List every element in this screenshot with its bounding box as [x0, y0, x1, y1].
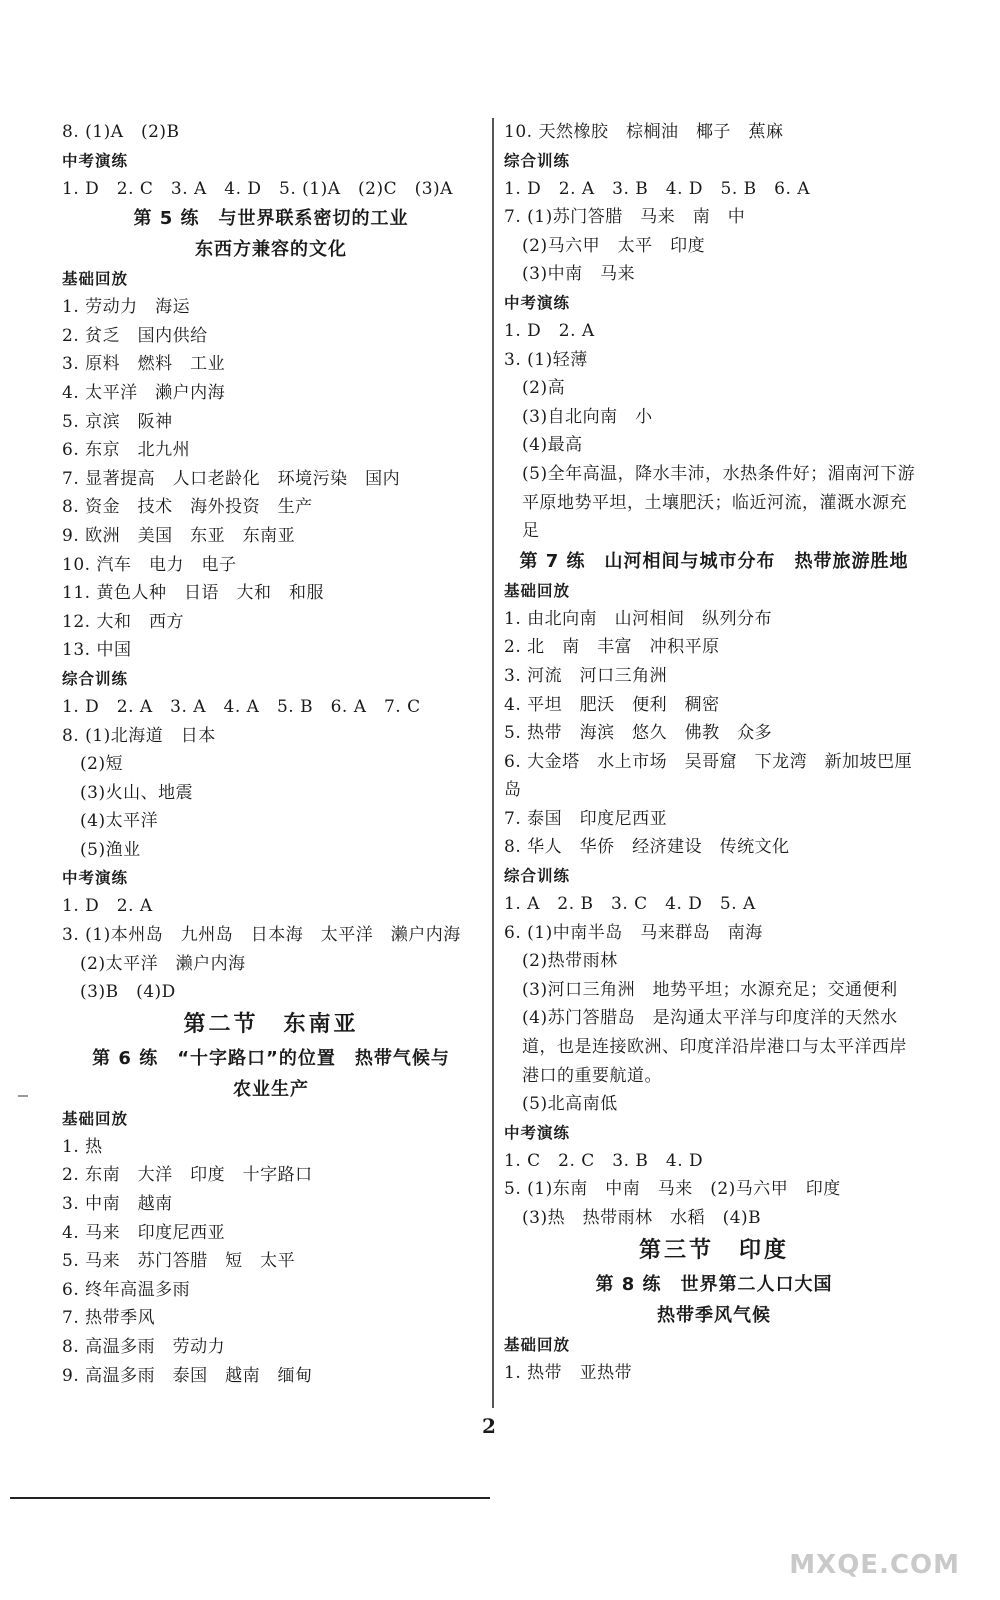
answer-line: 4. 太平洋 濑户内海 — [62, 382, 226, 403]
answer-line: (3)河口三角洲 地势平坦；水源充足；交通便利 — [522, 979, 898, 1000]
page-number: 2 — [482, 1414, 496, 1438]
right-column — [504, 118, 924, 1387]
exercise-title: 东西方兼容的文化 — [195, 239, 347, 261]
left-column — [62, 118, 480, 1390]
answer-line: 12. 大和 西方 — [62, 611, 184, 632]
answer-line: 1. C 2. C 3. B 4. D — [504, 1150, 704, 1171]
section-label: 基础回放 — [504, 581, 571, 600]
answer-line: 5. 马来 苏门答腊 短 太平 — [62, 1251, 296, 1272]
answer-line: 3. 中南 越南 — [62, 1194, 173, 1215]
answer-line: (2)太平洋 濑户内海 — [80, 953, 246, 974]
section-label: 综合训练 — [504, 151, 571, 170]
answer-line: 2. 东南 大洋 印度 十字路口 — [62, 1165, 313, 1186]
answer-line: 5. 京滨 阪神 — [62, 411, 173, 432]
margin-mark — [18, 1095, 28, 1097]
section-label: 基础回放 — [62, 1109, 129, 1128]
exercise-title: 第 7 练 山河相间与城市分布 热带旅游胜地 — [519, 550, 909, 572]
answer-line: (3)自北向南 小 — [522, 406, 653, 427]
answer-line: 6. (1)中南半岛 马来群岛 南海 — [504, 922, 763, 943]
answer-line: 5. 热带 海滨 悠久 佛教 众多 — [504, 723, 773, 744]
answer-line: 2. 贫乏 国内供给 — [62, 325, 208, 346]
answer-line: (5)渔业 — [80, 839, 141, 860]
exercise-title: 第 5 练 与世界联系密切的工业 — [133, 208, 409, 230]
section-label: 中考演练 — [62, 869, 129, 888]
answer-line: 1. D 2. A — [504, 320, 595, 341]
column-divider — [492, 118, 494, 1408]
exercise-title: 第 6 练 “十字路口”的位置 热带气候与 — [92, 1047, 450, 1069]
answer-line: 1. D 2. A — [62, 896, 153, 917]
answer-line: 3. (1)轻薄 — [504, 349, 588, 370]
answer-line: (3)热 热带雨林 水稻 (4)B — [522, 1208, 762, 1228]
chapter-heading: 第三节 印度 — [638, 1237, 789, 1263]
answer-line: 2. 北 南 丰富 冲积平原 — [504, 637, 720, 658]
answer-line: (3)B (4)D — [80, 982, 176, 1003]
section-label: 中考演练 — [504, 1123, 571, 1142]
answer-line: (3)中南 马来 — [522, 264, 636, 285]
answer-line: 1. D 2. A 3. A 4. A 5. B 6. A 7. C — [62, 696, 421, 717]
answer-line: 1. D 2. C 3. A 4. D 5. (1)A (2)C (3)A — [62, 178, 453, 199]
answer-line: 1. 热带 亚热带 — [504, 1362, 633, 1383]
answer-line: 7. 热带季风 — [62, 1308, 156, 1329]
exercise-title: 第 8 练 世界第二人口大国 — [595, 1273, 833, 1295]
answer-line: (2)热带雨林 — [522, 951, 618, 972]
answer-line: 13. 中国 — [62, 640, 132, 661]
answer-line: 8. (1)北海道 日本 — [62, 725, 216, 746]
answer-line: 4. 马来 印度尼西亚 — [62, 1222, 226, 1243]
answer-line: 6. 大金塔 水上市场 吴哥窟 下龙湾 新加坡巴厘岛 — [504, 751, 913, 801]
answer-line: 11. 黄色人种 日语 大和 和服 — [62, 583, 324, 604]
answer-line: 10. 天然橡胶 棕榈油 椰子 蕉麻 — [504, 122, 784, 142]
exercise-title: 热带季风气候 — [657, 1304, 771, 1326]
answer-line: (4)太平洋 — [80, 811, 159, 832]
answer-line: 1. 热 — [62, 1136, 103, 1157]
answer-line: 5. (1)东南 中南 马来 (2)马六甲 印度 — [504, 1179, 841, 1200]
section-label: 中考演练 — [62, 151, 129, 170]
watermark-logo — [780, 1500, 960, 1580]
section-label: 综合训练 — [62, 669, 129, 688]
answer-line: 3. 河流 河口三角洲 — [504, 665, 668, 686]
answer-line: (2)短 — [80, 754, 124, 775]
answer-line: 8. (1)A (2)B — [62, 122, 180, 142]
answer-line: 7. (1)苏门答腊 马来 南 中 — [504, 207, 746, 228]
answer-line: 1. 劳动力 海运 — [62, 297, 191, 318]
answer-line: (4)最高 — [522, 435, 583, 456]
answer-line: (2)马六甲 太平 印度 — [522, 235, 706, 256]
answer-line: 7. 泰国 印度尼西亚 — [504, 808, 668, 829]
answer-line: 9. 欧洲 美国 东亚 东南亚 — [62, 525, 296, 546]
answer-line: 4. 平坦 肥沃 便利 稠密 — [504, 694, 720, 715]
answer-line: 6. 东京 北九州 — [62, 440, 191, 461]
answer-line: 9. 高温多雨 泰国 越南 缅甸 — [62, 1365, 313, 1386]
answer-line: 1. 由北向南 山河相间 纵列分布 — [504, 608, 773, 629]
answer-line: 8. 资金 技术 海外投资 生产 — [62, 497, 313, 518]
section-label: 基础回放 — [504, 1335, 571, 1354]
watermark-text: MXQE.COM — [789, 1550, 960, 1580]
answer-line: 1. D 2. A 3. B 4. D 5. B 6. A — [504, 178, 811, 199]
chapter-heading: 第二节 东南亚 — [183, 1011, 359, 1037]
section-label: 中考演练 — [504, 293, 571, 312]
answer-line: (5)全年高温，降水丰沛，水热条件好；湄南河下游平原地势平坦，土壤肥沃；临近河流，灌溉水源充足 — [522, 463, 916, 542]
answer-line: 8. 高温多雨 劳动力 — [62, 1337, 226, 1357]
answer-line: (3)火山、地震 — [80, 782, 194, 803]
answer-line: 7. 显著提高 人口老龄化 环境污染 国内 — [62, 468, 401, 489]
answer-line: 3. (1)本州岛 九州岛 日本海 太平洋 濑户内海 — [62, 925, 461, 946]
answer-line: 1. A 2. B 3. C 4. D 5. A — [504, 894, 756, 915]
exercise-title: 农业生产 — [233, 1078, 309, 1100]
answer-line: (5)北高南低 — [522, 1094, 618, 1115]
answer-line: 10. 汽车 电力 电子 — [62, 554, 237, 575]
footer-rule — [10, 1497, 490, 1499]
answer-line: (2)高 — [522, 378, 566, 399]
section-label: 基础回放 — [62, 270, 129, 289]
answer-line: 3. 原料 燃料 工业 — [62, 354, 226, 375]
answer-line: 6. 终年高温多雨 — [62, 1279, 191, 1300]
answer-line: (4)苏门答腊岛 是沟通太平洋与印度洋的天然水道，也是连接欧洲、印度洋沿岸港口与太平洋西岸港口的重要航道。 — [522, 1008, 907, 1086]
section-label: 综合训练 — [504, 867, 571, 886]
answer-line: 8. 华人 华侨 经济建设 传统文化 — [504, 837, 790, 858]
